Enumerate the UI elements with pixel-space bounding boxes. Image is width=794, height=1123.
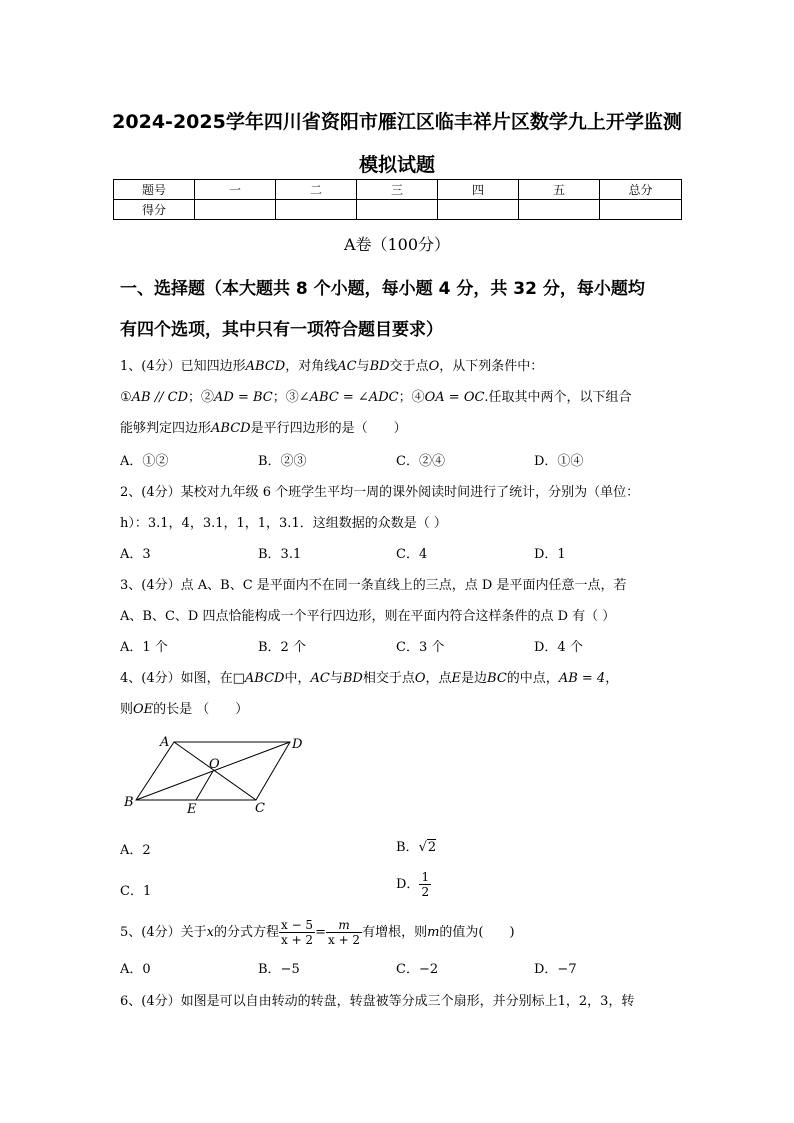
q2-option-b[interactable]: B．3.1 (258, 547, 302, 562)
section1-heading-line1: 一、选择题（本大题共 8 个小题，每小题 4 分，共 32 分，每小题均 (120, 279, 645, 299)
q1-option-c[interactable]: C．②④ (396, 454, 445, 469)
q1-math: ABCD (211, 421, 251, 436)
q5-text: 的分式方程 (213, 925, 279, 940)
q4-option-c[interactable]: C．1 (120, 884, 152, 899)
q4-text: ， (605, 671, 619, 686)
q1-math: O (428, 359, 440, 374)
parallelogram-figure (115, 728, 315, 820)
q4-text: 的中点， (506, 671, 559, 686)
q4-math: BD (342, 671, 363, 686)
q4-line2 (120, 698, 248, 717)
q1-line1 (120, 355, 543, 374)
q6-line1: 6、(4分）如图是可以自由转动的转盘，转盘被等分成三个扇形，并分别标上1，2，3，转 (120, 994, 635, 1009)
score-cell[interactable] (438, 200, 519, 220)
fraction-numerator: 1 (421, 870, 430, 884)
point-label-e: E (187, 802, 197, 817)
fraction-denominator: x + 2 (280, 933, 314, 947)
score-cell[interactable] (519, 200, 600, 220)
q5-math: m (427, 925, 440, 940)
section1-heading-line2: 有四个选项，其中只有一项符合题目要求） (120, 320, 443, 340)
q5-text: 的值为( ) (439, 925, 515, 940)
score-cell[interactable] (600, 200, 682, 220)
equals-sign: = (315, 925, 326, 940)
q1-text: 交于点 (389, 359, 429, 374)
q1-text: .任取其中两个，以下组合 (484, 390, 632, 405)
vertex-label-d: D (292, 737, 303, 752)
q5-option-b[interactable]: B．−5 (258, 962, 300, 977)
exam-title-line1: 2024-2025学年四川省资阳市雁江区临丰祥片区数学九上开学监测 (112, 111, 682, 133)
q1-math: ∠ABC = ∠ADC (298, 390, 399, 405)
q5-text: 有增根，则 (362, 925, 428, 940)
score-table-header-row (114, 180, 682, 200)
q4-line1 (120, 667, 618, 686)
q4-text: 的长是 （ ） (153, 702, 249, 717)
radicand: 2 (427, 840, 437, 855)
q1-option-b[interactable]: B．②③ (258, 454, 307, 469)
fraction-denominator: x + 2 (327, 933, 361, 947)
score-header-cell: 四 (438, 180, 519, 200)
q1-line2 (120, 386, 632, 405)
fraction-denominator: 2 (421, 885, 430, 899)
q1-math: AD = BC (214, 390, 273, 405)
score-cell[interactable] (276, 200, 357, 220)
q1-math: AB // CD (131, 390, 188, 405)
q5-text: 5、(4分）关于 (120, 925, 207, 940)
q1-text: ；③ (272, 390, 299, 405)
score-header-cell: 总分 (600, 180, 682, 200)
q4-math: □ABCD (232, 671, 285, 686)
score-header-cell: 二 (276, 180, 357, 200)
q1-text: ，对角线 (285, 359, 338, 374)
segment-oe (196, 771, 213, 800)
paper-a-title: A卷（100分） (343, 235, 451, 254)
q4-text: 与 (329, 671, 343, 686)
q4-math: BC (487, 671, 507, 686)
q4-text: 是边 (461, 671, 488, 686)
q4-text: 4、(4分）如图，在 (120, 671, 233, 686)
q1-text: ① (120, 390, 132, 405)
q5-option-a[interactable]: A．0 (120, 962, 151, 977)
score-table (113, 179, 682, 220)
vertex-label-a: A (160, 735, 170, 750)
q4-option-d[interactable] (396, 870, 431, 899)
score-header-cell: 三 (357, 180, 438, 200)
q4-math: AC (310, 671, 330, 686)
q1-math: AC (337, 359, 357, 374)
q3-option-a[interactable]: A．1 个 (120, 640, 168, 655)
q1-math: OA = OC (424, 390, 485, 405)
radical-sign-icon: √ (418, 840, 427, 855)
q4-math: OE (133, 702, 154, 717)
sqrt-expression (419, 840, 437, 855)
q1-option-d[interactable]: D．①④ (534, 454, 584, 469)
q1-line3 (120, 417, 407, 436)
q5-fraction-right (326, 918, 362, 947)
q4-math: O (414, 671, 426, 686)
score-row-label: 得分 (114, 200, 195, 220)
fraction-numerator: m (326, 918, 362, 933)
q2-option-a[interactable]: A．3 (120, 547, 151, 562)
score-table-score-row (114, 200, 682, 220)
q2-line1: 2、(4分）某校对九年级 6 个班学生平均一周的课外阅读时间进行了统计，分别为（单位： (120, 485, 640, 500)
vertex-label-c: C (255, 801, 265, 816)
q1-option-a[interactable]: A．①② (120, 454, 169, 469)
q3-option-b[interactable]: B．2 个 (258, 640, 306, 655)
q3-option-d[interactable]: D．4 个 (534, 640, 583, 655)
vertex-label-b: B (124, 795, 134, 810)
score-header-cell: 一 (195, 180, 276, 200)
q1-text: ；④ (398, 390, 425, 405)
q4-option-b[interactable] (396, 836, 436, 855)
q3-option-c[interactable]: C．3 个 (396, 640, 445, 655)
q4-text: 则 (120, 702, 134, 717)
q4-option-b-label: B． (396, 840, 419, 855)
q4-text: 中， (284, 671, 311, 686)
exam-title-line2: 模拟试题 (358, 154, 435, 176)
q1-math: BD (369, 359, 390, 374)
fraction-one-half (419, 870, 431, 899)
q2-line2: h）：3.1，4，3.1，1，1，3.1．这组数据的众数是（ ） (120, 516, 447, 531)
q4-math: AB = 4 (558, 671, 606, 686)
q4-text: ，点 (425, 671, 452, 686)
q1-text: 与 (356, 359, 370, 374)
q4-text: 相交于点 (362, 671, 415, 686)
q2-option-d[interactable]: D．1 (534, 547, 566, 562)
q3-line1: 3、(4分）点 A、B、C 是平面内不在同一条直线上的三点，点 D 是平面内任意一点，若 (120, 578, 627, 593)
score-cell[interactable] (357, 200, 438, 220)
point-label-o: O (209, 757, 220, 772)
fraction-numerator: x − 5 (280, 918, 314, 932)
q1-math: ABCD (245, 359, 286, 374)
q4-math: E (451, 671, 462, 686)
q1-text: 是平行四边形的是（ ） (250, 421, 407, 436)
score-header-cell: 题号 (114, 180, 195, 200)
q1-text: ；② (188, 390, 215, 405)
q1-text: 1、(4分）已知四边形 (120, 359, 246, 374)
q5-line1 (120, 918, 515, 947)
q2-option-c[interactable]: C．4 (396, 547, 428, 562)
q3-line2: A、B、C、D 四点恰能构成一个平行四边形，则在平面内符合这样条件的点 D 有（ ） (120, 609, 616, 624)
q5-option-d[interactable]: D．−7 (534, 962, 577, 977)
q5-fraction-left (279, 918, 315, 947)
q1-text: ，从下列条件中： (439, 359, 544, 374)
q1-text: 能够判定四边形 (120, 421, 212, 436)
q5-math: x (206, 925, 214, 940)
score-header-cell: 五 (519, 180, 600, 200)
q5-option-c[interactable]: C．−2 (396, 962, 439, 977)
score-cell[interactable] (195, 200, 276, 220)
q4-option-d-label: D． (396, 877, 420, 892)
q4-option-a[interactable]: A．2 (120, 843, 151, 858)
